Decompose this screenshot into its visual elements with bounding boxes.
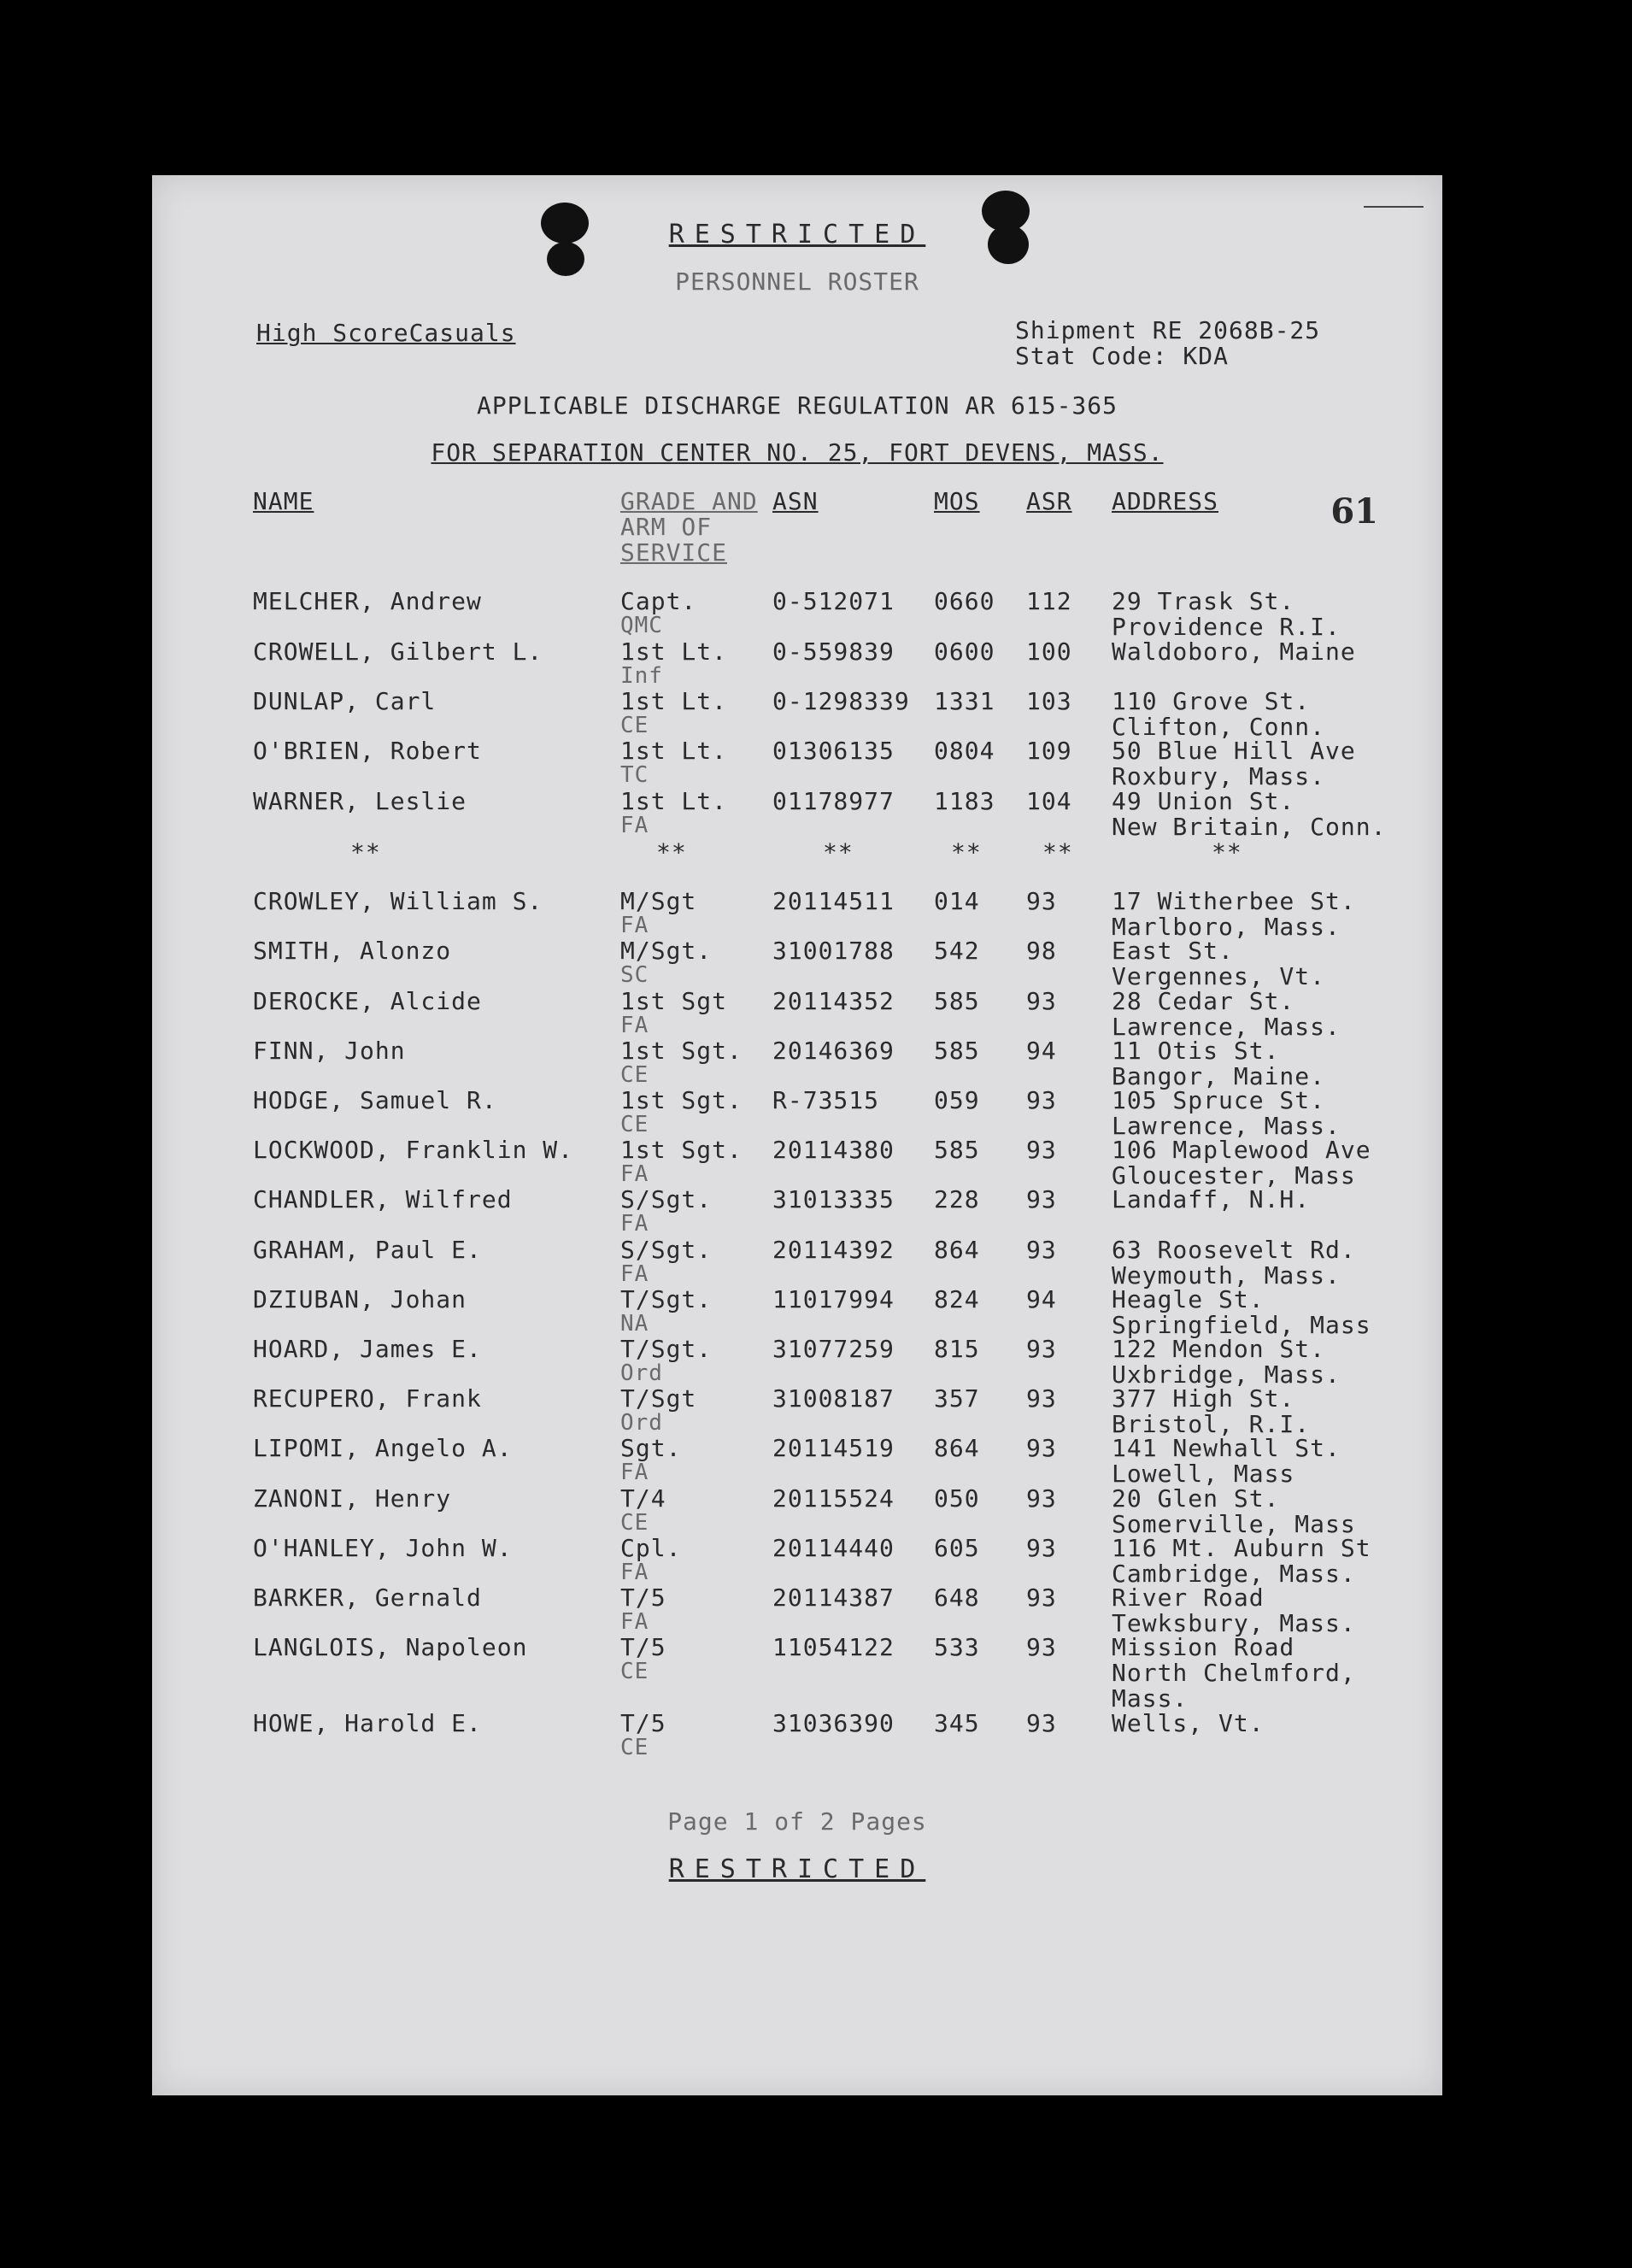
cell-asr: 93 (1026, 1236, 1057, 1264)
col-header-name: NAME (253, 487, 314, 515)
cell-address-2: Providence R.I. (1112, 613, 1341, 641)
roster-subtitle: PERSONNEL ROSTER (675, 267, 919, 296)
table-row (152, 638, 1442, 689)
cell-mos: 228 (934, 1185, 980, 1213)
cell-asn: 0-559839 (772, 638, 895, 666)
cell-mos: 059 (934, 1086, 980, 1114)
cell-asr: 93 (1026, 1534, 1057, 1562)
table-row (152, 1709, 1442, 1760)
table-row (152, 1434, 1442, 1488)
cell-name: HOWE, Harold E. (253, 1709, 482, 1737)
cell-grade: 1st Sgt (620, 987, 728, 1015)
cell-mos: 648 (934, 1583, 980, 1612)
cell-asr: 103 (1026, 687, 1072, 715)
cell-asn: 20114387 (772, 1583, 895, 1612)
cell-mos: 345 (934, 1709, 980, 1737)
cell-address: Heagle St. (1112, 1285, 1265, 1313)
cell-name: FINN, John (253, 1037, 406, 1065)
cell-asr: 94 (1026, 1285, 1057, 1313)
col-header-grade-3: SERVICE (620, 538, 728, 567)
cell-asr: 93 (1026, 1583, 1057, 1612)
separator-mark-grade: ** (656, 838, 687, 867)
cell-name: HODGE, Samuel R. (253, 1086, 497, 1114)
cell-asn: 11054122 (772, 1633, 895, 1661)
cell-address: Wells, Vt. (1112, 1709, 1265, 1737)
cell-grade: 1st Sgt. (620, 1136, 743, 1164)
cell-arm: Ord (620, 1410, 663, 1436)
cell-address: 116 Mt. Auburn St (1112, 1534, 1371, 1562)
cell-grade: 1st Sgt. (620, 1086, 743, 1114)
cell-mos: 0600 (934, 638, 995, 666)
cell-name: DUNLAP, Carl (253, 687, 437, 715)
cell-arm: FA (620, 1261, 649, 1287)
cell-asn: 0-1298339 (772, 687, 910, 715)
cell-address: 49 Union St. (1112, 787, 1295, 815)
cell-grade: T/Sgt (620, 1384, 697, 1413)
cell-mos: 1183 (934, 787, 995, 815)
cell-name: HOARD, James E. (253, 1335, 482, 1363)
cell-asr: 93 (1026, 1384, 1057, 1413)
table-row (152, 1534, 1442, 1588)
cell-arm: FA (620, 913, 649, 938)
table-row (152, 937, 1442, 988)
cell-asn: 20114352 (772, 987, 895, 1015)
cell-asn: 11017994 (772, 1285, 895, 1313)
cell-grade: 1st Lt. (620, 687, 728, 715)
cell-asn: 20114392 (772, 1236, 895, 1264)
cell-asr: 93 (1026, 1484, 1057, 1513)
cell-asn: 31008187 (772, 1384, 895, 1413)
unit-name: High ScoreCasuals (256, 319, 516, 347)
cell-arm: SC (620, 962, 649, 988)
cell-grade: T/5 (620, 1583, 666, 1612)
cell-asr: 93 (1026, 1434, 1057, 1462)
cell-address-2: Weymouth, Mass. (1112, 1261, 1341, 1290)
col-header-address: ADDRESS (1112, 487, 1219, 515)
cell-asr: 98 (1026, 937, 1057, 965)
cell-arm: FA (620, 1013, 649, 1038)
cell-name: ZANONI, Henry (253, 1484, 452, 1513)
cell-address-2: Roxbury, Mass. (1112, 762, 1326, 790)
cell-address-2: North Chelmford, (1112, 1659, 1356, 1687)
cell-asn: 20114519 (772, 1434, 895, 1462)
table-row (152, 1384, 1442, 1436)
cell-address: 122 Mendon St. (1112, 1335, 1326, 1363)
cell-address-2: Clifton, Conn. (1112, 713, 1326, 741)
cell-asr: 100 (1026, 638, 1072, 666)
stat-code: Stat Code: KDA (1015, 342, 1230, 370)
cell-mos: 542 (934, 937, 980, 965)
cell-name: RECUPERO, Frank (253, 1384, 482, 1413)
cell-grade: M/Sgt (620, 887, 697, 915)
cell-address: Landaff, N.H. (1112, 1185, 1311, 1213)
classification-bottom: RESTRICTED (668, 1854, 926, 1884)
cell-grade: 1st Sgt. (620, 1037, 743, 1065)
cell-arm: QMC (620, 613, 663, 638)
cell-name: LOCKWOOD, Franklin W. (253, 1136, 574, 1164)
cell-asn: 20146369 (772, 1037, 895, 1065)
cell-arm: CE (620, 1062, 649, 1088)
cell-arm: FA (620, 1460, 649, 1485)
table-row (152, 687, 1442, 741)
cell-address: East St. (1112, 937, 1234, 965)
cell-address: River Road (1112, 1583, 1265, 1612)
cell-mos: 815 (934, 1335, 980, 1363)
cell-address: Mission Road (1112, 1633, 1295, 1661)
cell-grade: T/Sgt. (620, 1335, 713, 1363)
cell-arm: FA (620, 1560, 649, 1585)
separator-mark-name: ** (350, 838, 381, 867)
table-row (152, 1086, 1442, 1140)
cell-grade: Cpl. (620, 1534, 682, 1562)
cell-asr: 109 (1026, 737, 1072, 765)
cell-address: 29 Trask St. (1112, 587, 1295, 615)
cell-arm: FA (620, 1211, 649, 1237)
cell-address: 377 High St. (1112, 1384, 1295, 1413)
cell-address: 63 Roosevelt Rd. (1112, 1236, 1356, 1264)
cell-name: O'BRIEN, Robert (253, 737, 482, 765)
table-row (152, 1484, 1442, 1536)
shipment-number: Shipment RE 2068B-25 (1015, 316, 1321, 344)
cell-address: Waldoboro, Maine (1112, 638, 1356, 666)
cell-asr: 112 (1026, 587, 1072, 615)
cell-address: 28 Cedar St. (1112, 987, 1295, 1015)
cell-asn: 20114380 (772, 1136, 895, 1164)
cell-name: CHANDLER, Wilfred (253, 1185, 513, 1213)
cell-name: CROWLEY, William S. (253, 887, 543, 915)
cell-mos: 605 (934, 1534, 980, 1562)
cell-asn: 01306135 (772, 737, 895, 765)
cell-asn: 31036390 (772, 1709, 895, 1737)
cell-name: DZIUBAN, Johan (253, 1285, 467, 1313)
cell-address: 105 Spruce St. (1112, 1086, 1326, 1114)
separation-center: FOR SEPARATION CENTER NO. 25, FORT DEVENS, MASS. (431, 438, 1164, 467)
table-row (152, 1285, 1442, 1337)
cell-asr: 93 (1026, 1709, 1057, 1737)
cell-address-2: Springfield, Mass (1112, 1311, 1371, 1339)
cell-address-2: Vergennes, Vt. (1112, 962, 1326, 990)
cell-asn: 31077259 (772, 1335, 895, 1363)
cell-asn: 0-512071 (772, 587, 895, 615)
col-header-grade-2: ARM OF (620, 513, 713, 541)
cell-grade: 1st Lt. (620, 737, 728, 765)
cell-address-2: Lawrence, Mass. (1112, 1112, 1341, 1140)
cell-asr: 104 (1026, 787, 1072, 815)
cell-name: GRAHAM, Paul E. (253, 1236, 482, 1264)
cell-arm: CE (620, 1735, 649, 1760)
cell-arm: FA (620, 1161, 649, 1187)
cell-mos: 533 (934, 1633, 980, 1661)
cell-address: 11 Otis St. (1112, 1037, 1280, 1065)
cell-asr: 93 (1026, 987, 1057, 1015)
cell-asn: 31013335 (772, 1185, 895, 1213)
cell-mos: 0804 (934, 737, 995, 765)
cell-address: 17 Witherbee St. (1112, 887, 1356, 915)
classification-top: RESTRICTED (668, 220, 926, 250)
cell-asn: 01178977 (772, 787, 895, 815)
cell-address-3: Mass. (1112, 1684, 1189, 1713)
cell-mos: 0660 (934, 587, 995, 615)
cell-grade: S/Sgt. (620, 1185, 713, 1213)
cell-arm: TC (620, 762, 649, 788)
cell-mos: 824 (934, 1285, 980, 1313)
cell-address-2: Marlboro, Mass. (1112, 913, 1341, 941)
col-header-asr: ASR (1026, 487, 1072, 515)
cell-asr: 93 (1026, 1136, 1057, 1164)
table-row (152, 1583, 1442, 1635)
cell-address-2: Lawrence, Mass. (1112, 1013, 1341, 1041)
cell-mos: 014 (934, 887, 980, 915)
cell-asr: 93 (1026, 1633, 1057, 1661)
cell-address-2: Somerville, Mass (1112, 1510, 1356, 1538)
table-row (152, 1185, 1442, 1237)
table-row (152, 587, 1442, 641)
cell-address-2: Cambridge, Mass. (1112, 1560, 1356, 1588)
table-row (152, 1633, 1442, 1713)
separator-mark-asr: ** (1042, 838, 1073, 867)
cell-mos: 357 (934, 1384, 980, 1413)
cell-name: CROWELL, Gilbert L. (253, 638, 543, 666)
cell-asn: 31001788 (772, 937, 895, 965)
cell-asr: 94 (1026, 1037, 1057, 1065)
cell-asn: 20114440 (772, 1534, 895, 1562)
cell-name: WARNER, Leslie (253, 787, 467, 815)
cell-grade: T/5 (620, 1709, 666, 1737)
cell-mos: 585 (934, 987, 980, 1015)
cell-arm: FA (620, 813, 649, 838)
cell-name: DEROCKE, Alcide (253, 987, 482, 1015)
table-row (152, 887, 1442, 941)
cell-name: BARKER, Gernald (253, 1583, 482, 1612)
cell-arm: FA (620, 1609, 649, 1635)
cell-arm: Ord (620, 1360, 663, 1386)
col-header-mos: MOS (934, 487, 980, 515)
cell-grade: Capt. (620, 587, 697, 615)
cell-asn: 20115524 (772, 1484, 895, 1513)
cell-grade: 1st Lt. (620, 787, 728, 815)
corner-pencil-mark (1364, 206, 1424, 208)
cell-arm: CE (620, 1510, 649, 1536)
cell-asr: 93 (1026, 1185, 1057, 1213)
cell-address: 141 Newhall St. (1112, 1434, 1341, 1462)
cell-address-2: New Britain, Conn. (1112, 813, 1387, 841)
document-sheet (152, 175, 1442, 2095)
cell-arm: CE (620, 1659, 649, 1684)
cell-name: LANGLOIS, Napoleon (253, 1633, 528, 1661)
cell-address-2: Bangor, Maine. (1112, 1062, 1326, 1090)
page-stamp: 61 (1330, 491, 1378, 532)
table-row (152, 787, 1442, 841)
cell-grade: T/Sgt. (620, 1285, 713, 1313)
cell-grade: 1st Lt. (620, 638, 728, 666)
cell-address: 110 Grove St. (1112, 687, 1311, 715)
cell-address-2: Uxbridge, Mass. (1112, 1360, 1341, 1389)
cell-arm: CE (620, 1112, 649, 1137)
cell-mos: 585 (934, 1136, 980, 1164)
separator-mark-asn: ** (823, 838, 854, 867)
cell-asr: 93 (1026, 887, 1057, 915)
col-header-asn: ASN (772, 487, 819, 515)
cell-arm: NA (620, 1311, 649, 1337)
col-header-grade: GRADE AND (620, 487, 758, 515)
table-row (152, 1236, 1442, 1290)
cell-mos: 585 (934, 1037, 980, 1065)
cell-address: 20 Glen St. (1112, 1484, 1280, 1513)
cell-mos: 050 (934, 1484, 980, 1513)
cell-asr: 93 (1026, 1335, 1057, 1363)
cell-name: O'HANLEY, John W. (253, 1534, 513, 1562)
table-row (152, 1136, 1442, 1190)
cell-arm: Inf (620, 663, 663, 689)
separator-mark-address: ** (1212, 838, 1242, 867)
cell-mos: 864 (934, 1236, 980, 1264)
cell-mos: 1331 (934, 687, 995, 715)
table-row (152, 987, 1442, 1041)
cell-address-2: Bristol, R.I. (1112, 1410, 1311, 1438)
cell-name: SMITH, Alonzo (253, 937, 452, 965)
cell-mos: 864 (934, 1434, 980, 1462)
cell-asr: 93 (1026, 1086, 1057, 1114)
cell-grade: S/Sgt. (620, 1236, 713, 1264)
cell-name: MELCHER, Andrew (253, 587, 482, 615)
page-count: Page 1 of 2 Pages (667, 1807, 927, 1836)
cell-arm: CE (620, 713, 649, 738)
cell-address-2: Tewksbury, Mass. (1112, 1609, 1356, 1637)
cell-grade: M/Sgt. (620, 937, 713, 965)
cell-asn: 20114511 (772, 887, 895, 915)
cell-address: 50 Blue Hill Ave (1112, 737, 1356, 765)
cell-address-2: Lowell, Mass (1112, 1460, 1295, 1488)
cell-asn: R-73515 (772, 1086, 880, 1114)
separator-mark-mos: ** (951, 838, 982, 867)
table-row (152, 1037, 1442, 1088)
discharge-regulation: APPLICABLE DISCHARGE REGULATION AR 615-365 (476, 391, 1118, 420)
table-row (152, 737, 1442, 788)
cell-grade: T/5 (620, 1633, 666, 1661)
cell-grade: Sgt. (620, 1434, 682, 1462)
cell-address-2: Gloucester, Mass (1112, 1161, 1356, 1190)
cell-name: LIPOMI, Angelo A. (253, 1434, 513, 1462)
cell-address: 106 Maplewood Ave (1112, 1136, 1371, 1164)
table-row (152, 1335, 1442, 1389)
cell-grade: T/4 (620, 1484, 666, 1513)
